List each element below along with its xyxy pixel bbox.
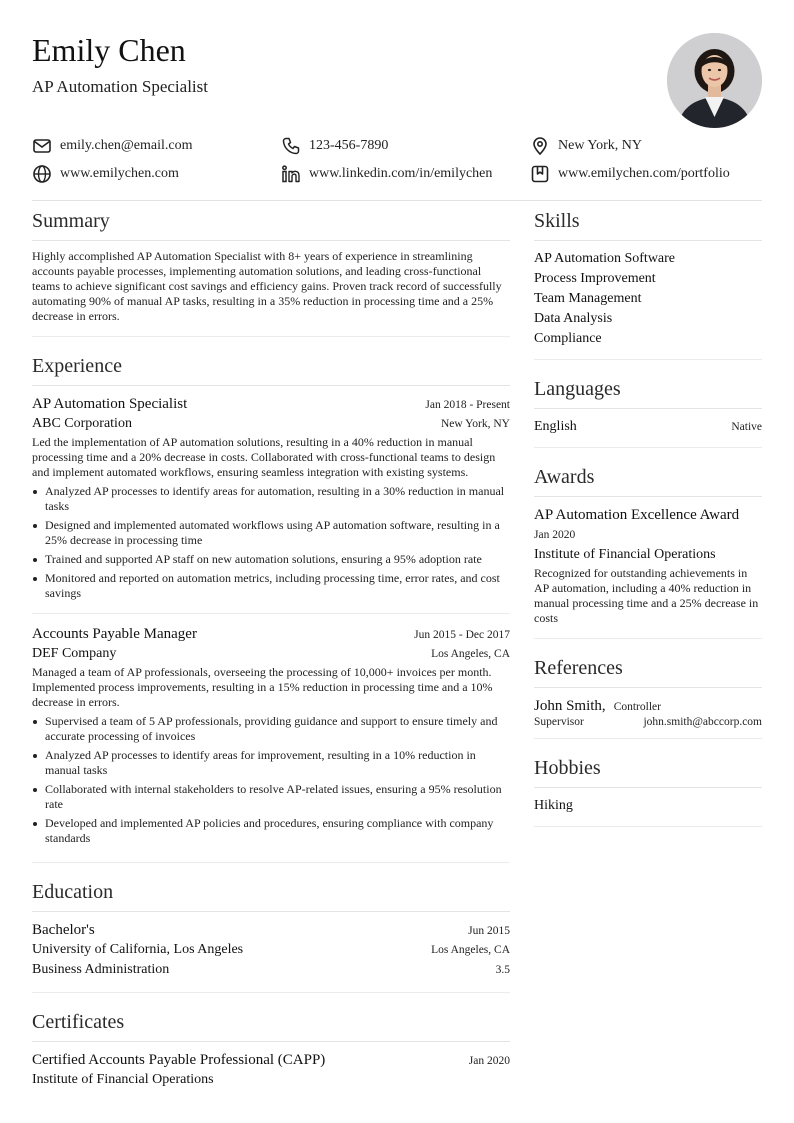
- skill-item: Data Analysis: [534, 311, 613, 326]
- summary-text: Highly accomplished AP Automation Specialist with 8+ years of experience in streamlining accounts payable processes, implementing automation solutions, and leading cross-functional teams to achieve significant cost savings and efficiency gains. Proven track record of successfully automating 90% of manual AP tasks, resulting in a 35% reduction in processing time and a 25% decrease in errors.: [32, 249, 502, 323]
- contact-portfolio[interactable]: [530, 162, 730, 186]
- school-location: Los Angeles, CA: [431, 944, 510, 956]
- education-heading: Education: [32, 879, 510, 912]
- experience-section: [32, 353, 510, 863]
- references-section: [534, 655, 762, 739]
- job-dates: Jun 2015 - Dec 2017: [414, 629, 510, 641]
- linkedin-text[interactable]: www.linkedin.com/in/emilychen: [309, 166, 493, 181]
- awards-heading: Awards: [534, 464, 762, 497]
- job-entry: [32, 613, 510, 846]
- hobbies-section: [534, 755, 762, 827]
- list-item: Designed and implemented automated workflows using AP automation software, resulting in a 25% decrease in processing time: [32, 518, 510, 548]
- award-issuer: Institute of Financial Operations: [534, 547, 716, 562]
- language-level: Native: [731, 421, 762, 433]
- job-title: AP Automation Specialist: [32, 396, 188, 412]
- certificates-section: [32, 1009, 510, 1090]
- awards-section: [534, 464, 762, 639]
- skill-item: AP Automation Software: [534, 251, 676, 266]
- job-description: Managed a team of AP professionals, overseeing the processing of 10,000+ invoices per month. Implemented process improvements, resulting in a 15% reduction in processing time and a 10% decrease in errors.: [32, 665, 493, 709]
- references-heading: References: [534, 655, 762, 688]
- candidate-title: AP Automation Specialist: [32, 77, 208, 96]
- list-item: Analyzed AP processes to identify areas for automation, resulting in a 30% reduction in manual tasks: [32, 484, 510, 514]
- education-section: [32, 879, 510, 993]
- job-company: ABC Corporation: [32, 416, 132, 431]
- reference-relation: Supervisor: [534, 716, 584, 728]
- summary-section: [32, 208, 510, 337]
- experience-heading: Experience: [32, 353, 510, 386]
- profile-photo: [667, 33, 762, 128]
- website-text[interactable]: www.emilychen.com: [60, 166, 179, 181]
- linkedin-icon: [281, 164, 301, 184]
- education-date: Jun 2015: [468, 925, 510, 937]
- main-column: [32, 208, 510, 1090]
- summary-heading: Summary: [32, 208, 510, 241]
- contact-website[interactable]: [32, 162, 179, 186]
- list-item: Trained and supported AP staff on new automation solutions, ensuring a 95% adoption rate: [32, 552, 510, 567]
- phone-icon: [281, 136, 301, 156]
- award-name: AP Automation Excellence Award: [534, 507, 740, 523]
- job-company: DEF Company: [32, 646, 117, 661]
- reference-name: John Smith,: [534, 698, 606, 714]
- field-of-study: Business Administration: [32, 962, 170, 977]
- skill-item: Team Management: [534, 291, 642, 306]
- skill-item: Process Improvement: [534, 271, 656, 286]
- mail-icon: [32, 136, 52, 156]
- school: University of California, Los Angeles: [32, 942, 244, 957]
- job-description: Led the implementation of AP automation solutions, resulting in a 40% reduction in manual processing time and a 20% decrease in costs. Collaborated with cross-functional teams to design and implement automated workflows, ensuring seamless integration with existing systems.: [32, 435, 496, 479]
- job-location: New York, NY: [440, 418, 510, 430]
- list-item: Developed and implemented AP policies and procedures, ensuring compliance with company standards: [32, 816, 510, 846]
- list-item: Collaborated with internal stakeholders to resolve AP-related issues, ensuring a 95% resolution rate: [32, 782, 510, 812]
- side-column: [534, 208, 762, 827]
- job-title: Accounts Payable Manager: [32, 626, 197, 642]
- job-bullets: [32, 714, 510, 846]
- hobby-item: Hiking: [534, 798, 573, 813]
- skill-item: Compliance: [534, 331, 602, 346]
- certificate-date: Jan 2020: [468, 1055, 510, 1067]
- job-entry: [32, 386, 510, 601]
- degree: Bachelor's: [32, 922, 95, 938]
- certificate-name: Certified Accounts Payable Professional (CAPP): [32, 1052, 326, 1068]
- list-item: Analyzed AP processes to identify areas for improvement, resulting in a 10% reduction in manual tasks: [32, 748, 510, 778]
- certificate-issuer: Institute of Financial Operations: [32, 1072, 214, 1087]
- globe-icon: [32, 164, 52, 184]
- map-pin-icon: [530, 136, 550, 156]
- languages-heading: Languages: [534, 376, 762, 409]
- portfolio-text[interactable]: www.emilychen.com/portfolio: [558, 166, 730, 181]
- phone-text[interactable]: 123-456-7890: [309, 138, 389, 153]
- email-text[interactable]: emily.chen@email.com: [60, 138, 193, 153]
- job-bullets: [32, 484, 510, 601]
- hobbies-heading: Hobbies: [534, 755, 762, 788]
- list-item: Supervised a team of 5 AP professionals, providing guidance and support to ensure timely and accurate processing of invoices: [32, 714, 510, 744]
- list-item: Monitored and reported on automation metrics, including processing time, error rates, and cost savings: [32, 571, 510, 601]
- candidate-name: Emily Chen: [32, 32, 186, 68]
- reference-role: Controller: [613, 701, 661, 713]
- certificates-heading: Certificates: [32, 1009, 510, 1042]
- award-date: Jan 2020: [534, 529, 576, 541]
- contact-location: [530, 134, 642, 158]
- header-divider: [32, 200, 762, 201]
- reference-email[interactable]: john.smith@abccorp.com: [643, 716, 762, 728]
- job-dates: Jan 2018 - Present: [425, 399, 510, 411]
- profile-photo-illustration: [667, 33, 762, 128]
- skills-heading: Skills: [534, 208, 762, 241]
- award-description: Recognized for outstanding achievements in AP automation, including a 40% reduction in manual processing time and a 25% decrease in costs: [534, 566, 759, 625]
- skills-section: [534, 208, 762, 360]
- languages-section: [534, 376, 762, 448]
- location-text: New York, NY: [558, 138, 643, 153]
- contact-phone[interactable]: [281, 134, 388, 158]
- bookmark-icon: [530, 164, 550, 184]
- job-location: Los Angeles, CA: [431, 648, 510, 660]
- language-name: English: [534, 419, 577, 434]
- gpa: 3.5: [495, 964, 510, 976]
- contact-email[interactable]: [32, 134, 193, 158]
- contact-linkedin[interactable]: [281, 162, 492, 186]
